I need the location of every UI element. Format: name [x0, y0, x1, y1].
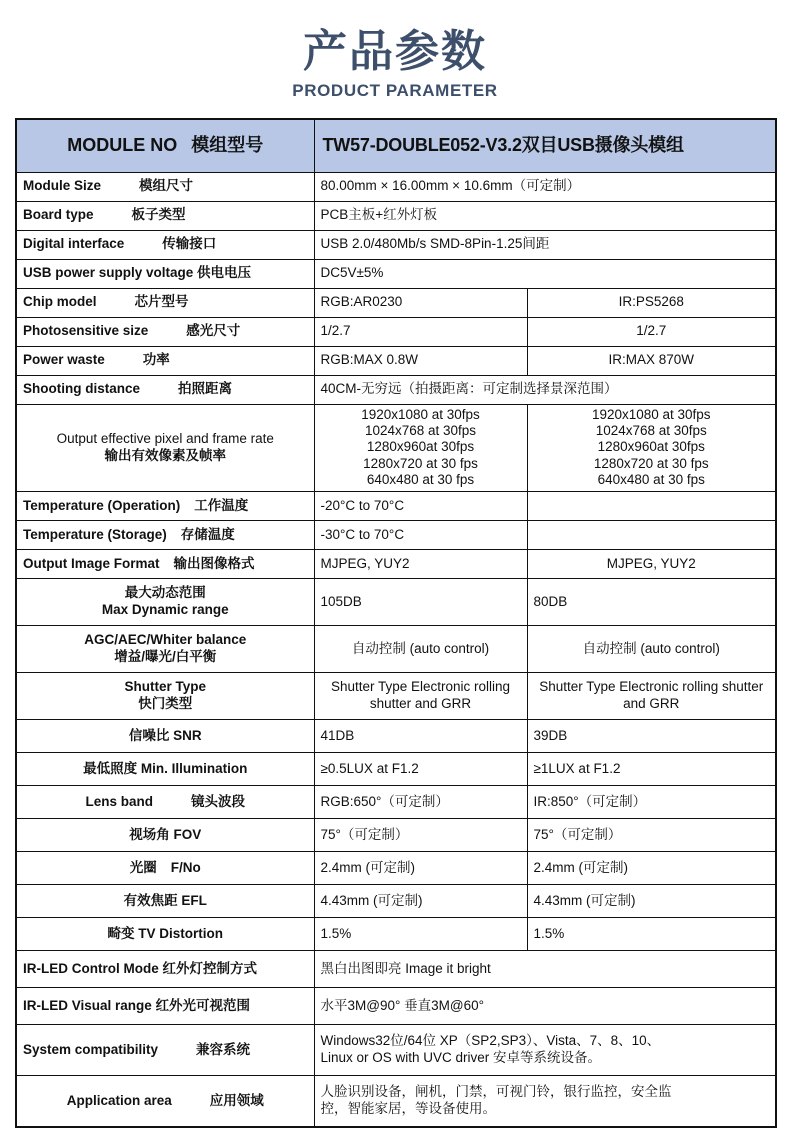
- table-row: [16, 491, 776, 520]
- label-en: AGC/AEC/Whiter balance: [84, 632, 247, 648]
- label-en: EFL: [181, 892, 207, 908]
- label-en: Temperature (Storage): [23, 526, 167, 542]
- row-value-lens-band-rgb: RGB:650°（可定制）: [314, 785, 527, 818]
- row-value-temperature-storage-ir: [527, 520, 776, 549]
- row-value-ir-led-control-mode: 黑白出图即亮 Image it bright: [314, 950, 776, 987]
- label-cn: 信噪比: [128, 727, 170, 743]
- row-label-shooting-distance: [16, 375, 314, 404]
- row-value-system-compatibility: [314, 1024, 776, 1075]
- row-value-min-illumination-ir: ≥1LUX at F1.2: [527, 752, 776, 785]
- row-label-photosensitive-size: [16, 317, 314, 346]
- label-cn: 应用领域: [209, 1092, 264, 1108]
- mode-line: 1920x1080 at 30fps: [591, 406, 711, 422]
- label-cn: 存储温度: [180, 526, 235, 542]
- row-value-shooting-distance: 40CM-无穷远（拍摄距离：可定制选择景深范围）: [314, 375, 776, 404]
- table-row: [16, 201, 776, 230]
- header-label-en: MODULE NO: [67, 134, 178, 155]
- row-value-chip-model-rgb: RGB:AR0230: [314, 288, 527, 317]
- header-label-cell: [16, 119, 314, 173]
- row-value-max-dynamic-range-rgb: 105DB: [314, 578, 527, 625]
- label-cn: 有效焦距: [123, 892, 178, 908]
- row-label-chip-model: [16, 288, 314, 317]
- row-label-ir-led-control-mode: [16, 950, 314, 987]
- visual-range-text: 水平3M@90° 垂直3M@60°: [320, 997, 484, 1013]
- label-en: Digital interface: [23, 236, 125, 252]
- row-value-min-illumination-rgb: ≥0.5LUX at F1.2: [314, 752, 527, 785]
- table-row: [16, 719, 776, 752]
- label-cn: 传输接口: [162, 236, 217, 252]
- label-en: Lens band: [85, 793, 153, 809]
- row-label-max-dynamic-range: [16, 578, 314, 625]
- row-value-fno-rgb: 2.4mm (可定制): [314, 851, 527, 884]
- label-en: System compatibility: [23, 1041, 159, 1057]
- label-cn: 输出有效像素及帧率: [104, 447, 226, 463]
- mode-line: 1280x720 at 30 fps: [593, 455, 709, 471]
- label-en: Photosensitive size: [23, 323, 149, 339]
- table-row: [16, 785, 776, 818]
- label-en: Shooting distance: [23, 381, 141, 397]
- row-label-output-image-format: [16, 549, 314, 578]
- label-en: TV Distortion: [138, 925, 223, 941]
- label-cn: 红外光可视范围: [155, 997, 251, 1013]
- row-label-usb-power-supply-voltage: [16, 259, 314, 288]
- label-cn: 芯片型号: [134, 294, 189, 310]
- product-parameter-table: [15, 118, 777, 1128]
- row-value-efl-ir: 4.43mm (可定制): [527, 884, 776, 917]
- table-row: [16, 917, 776, 950]
- table-row: [16, 1075, 776, 1127]
- mode-line: 1280x960at 30fps: [597, 439, 705, 455]
- label-en: IR-LED Visual range: [23, 997, 152, 1013]
- page-title-en: PRODUCT PARAMETER: [292, 80, 498, 100]
- row-label-temperature-operation: [16, 491, 314, 520]
- row-value-shutter-type-ir: Shutter Type Electronic rolling shutter and GRR: [527, 672, 776, 719]
- header-label-cn: 模组型号: [191, 134, 264, 155]
- row-label-power-waste: [16, 346, 314, 375]
- row-label-system-compatibility: [16, 1024, 314, 1075]
- row-label-lens-band: [16, 785, 314, 818]
- row-value-agc-ir: 自动控制 (auto control): [527, 625, 776, 672]
- label-cn: 红外灯控制方式: [162, 960, 257, 976]
- mode-line: 640x480 at 30 fps: [597, 472, 705, 488]
- row-label-fno: [16, 851, 314, 884]
- label-en: Temperature (Operation): [23, 497, 181, 513]
- table-row: [16, 752, 776, 785]
- table-row: [16, 549, 776, 578]
- row-label-application-area: [16, 1075, 314, 1127]
- label-cn: 快门类型: [138, 695, 193, 711]
- table-row: [16, 987, 776, 1024]
- label-cn: 输出图像格式: [173, 555, 255, 571]
- mode-line: 1920x1080 at 30fps: [361, 406, 480, 422]
- label-cn: 镜头波段: [191, 793, 245, 809]
- label-en: Max Dynamic range: [101, 601, 229, 617]
- label-en: Min. Illumination: [140, 760, 248, 776]
- table-row: [16, 375, 776, 404]
- mode-line: 1280x720 at 30 fps: [363, 455, 478, 471]
- label-cn: 板子类型: [131, 207, 186, 223]
- mode-line: 640x480 at 30 fps: [366, 472, 475, 488]
- row-label-fov: [16, 818, 314, 851]
- table-row: [16, 625, 776, 672]
- value-line: 人脸识别设备，闸机，门禁，可视门铃，银行监控，安全监: [320, 1084, 672, 1100]
- label-cn: 光圈: [129, 859, 157, 875]
- row-value-temperature-storage-rgb: -30°C to 70°C: [314, 520, 527, 549]
- row-value-output-modes-rgb: [314, 404, 527, 491]
- row-value-usb-power-supply-voltage: DC5V±5%: [314, 259, 776, 288]
- row-value-snr-rgb: 41DB: [314, 719, 527, 752]
- table-header-row: [16, 119, 776, 173]
- row-value-output-image-format-rgb: MJPEG, YUY2: [314, 549, 527, 578]
- label-cn: 工作温度: [194, 497, 249, 513]
- label-cn: 供电电压: [197, 265, 252, 281]
- table-row: [16, 259, 776, 288]
- label-en: Output Image Format: [23, 555, 160, 571]
- label-en: FOV: [173, 826, 202, 842]
- row-label-shutter-type: [16, 672, 314, 719]
- row-value-agc-rgb: 自动控制 (auto control): [314, 625, 527, 672]
- table-row: [16, 230, 776, 259]
- label-en: Board type: [23, 207, 94, 223]
- row-value-photosensitive-size-ir: 1/2.7: [527, 317, 776, 346]
- label-cn: 感光尺寸: [186, 323, 241, 339]
- label-en: Application area: [66, 1092, 172, 1108]
- row-value-chip-model-ir: IR:PS5268: [527, 288, 776, 317]
- label-cn: 模组尺寸: [139, 178, 194, 194]
- label-cn: 最低照度: [83, 760, 138, 776]
- row-label-min-illumination: [16, 752, 314, 785]
- row-value-digital-interface: USB 2.0/480Mb/s SMD-8Pin-1.25间距: [314, 230, 776, 259]
- row-value-temperature-operation-rgb: -20°C to 70°C: [314, 491, 527, 520]
- row-label-board-type: [16, 201, 314, 230]
- row-label-digital-interface: [16, 230, 314, 259]
- row-value-tv-distortion-ir: 1.5%: [527, 917, 776, 950]
- label-en: Module Size: [23, 178, 102, 194]
- row-label-efl: [16, 884, 314, 917]
- header-model-value: TW57-DOUBLE052-V3.2双目USB摄像头模组: [314, 119, 776, 173]
- row-value-photosensitive-size-rgb: 1/2.7: [314, 317, 527, 346]
- row-value-board-type: PCB主板+红外灯板: [314, 201, 776, 230]
- label-cn: 畸变: [107, 925, 135, 941]
- label-en: Power waste: [23, 352, 105, 368]
- mode-line: 1280x960at 30fps: [366, 439, 475, 455]
- table-row: [16, 818, 776, 851]
- row-label-output-pixel-frame-rate: [16, 404, 314, 491]
- row-value-lens-band-ir: IR:850°（可定制）: [527, 785, 776, 818]
- row-value-tv-distortion-rgb: 1.5%: [314, 917, 527, 950]
- table-row: [16, 578, 776, 625]
- value-line: 控，智能家居，等设备使用。: [320, 1100, 496, 1116]
- row-value-ir-led-visual-range: [314, 987, 776, 1024]
- row-value-max-dynamic-range-ir: 80DB: [527, 578, 776, 625]
- row-value-module-size: 80.00mm × 16.00mm × 10.6mm（可定制）: [314, 172, 776, 201]
- label-cn: 最大动态范围: [124, 585, 206, 601]
- spec-table-wrapper: [15, 118, 775, 1128]
- table-row: [16, 346, 776, 375]
- label-cn: 拍照距离: [178, 381, 233, 397]
- page-title-block: [0, 0, 790, 101]
- row-value-fov-ir: 75°（可定制）: [527, 818, 776, 851]
- label-en: Output effective pixel and frame rate: [56, 431, 274, 447]
- row-label-agc-aec-white-balance: [16, 625, 314, 672]
- value-line: Windows32位/64位 XP（SP2,SP3）、Vista、7、8、10、: [320, 1033, 661, 1049]
- table-row: [16, 520, 776, 549]
- row-value-snr-ir: 39DB: [527, 719, 776, 752]
- page-title-cn: 产品参数: [303, 27, 487, 76]
- row-value-power-waste-rgb: RGB:MAX 0.8W: [314, 346, 527, 375]
- row-label-tv-distortion: [16, 917, 314, 950]
- label-cn: 增益/曝光/白平衡: [114, 648, 217, 664]
- table-row: [16, 851, 776, 884]
- table-row: [16, 672, 776, 719]
- label-cn: 兼容系统: [196, 1041, 251, 1057]
- table-row: [16, 404, 776, 491]
- mode-line: 1024x768 at 30fps: [595, 422, 707, 438]
- row-label-ir-led-visual-range: [16, 987, 314, 1024]
- row-value-application-area: [314, 1075, 776, 1127]
- label-en: SNR: [173, 727, 202, 743]
- row-value-output-modes-ir: [527, 404, 776, 491]
- row-value-shutter-type-rgb: Shutter Type Electronic rolling shutter and GRR: [314, 672, 527, 719]
- label-cn: 视场角: [129, 826, 170, 842]
- row-value-fno-ir: 2.4mm (可定制): [527, 851, 776, 884]
- label-en: Chip model: [23, 294, 97, 310]
- table-row: [16, 317, 776, 346]
- label-cn: 功率: [142, 352, 170, 368]
- row-value-efl-rgb: 4.43mm (可定制): [314, 884, 527, 917]
- table-row: [16, 950, 776, 987]
- row-label-module-size: [16, 172, 314, 201]
- table-row: [16, 172, 776, 201]
- label-en: Shutter Type: [124, 679, 206, 695]
- value-line: Linux or OS with UVC driver 安卓等系统设备。: [320, 1049, 602, 1065]
- row-value-fov-rgb: 75°（可定制）: [314, 818, 527, 851]
- label-en: USB power supply voltage: [23, 265, 194, 281]
- row-label-temperature-storage: [16, 520, 314, 549]
- row-label-snr: [16, 719, 314, 752]
- row-value-power-waste-ir: IR:MAX 870W: [527, 346, 776, 375]
- table-row: [16, 288, 776, 317]
- row-value-temperature-operation-ir: [527, 491, 776, 520]
- mode-line: 1024x768 at 30fps: [364, 422, 477, 438]
- row-value-output-image-format-ir: MJPEG, YUY2: [527, 549, 776, 578]
- table-row: [16, 884, 776, 917]
- label-en: IR-LED Control Mode: [23, 960, 159, 976]
- label-en: F/No: [170, 859, 201, 875]
- table-row: [16, 1024, 776, 1075]
